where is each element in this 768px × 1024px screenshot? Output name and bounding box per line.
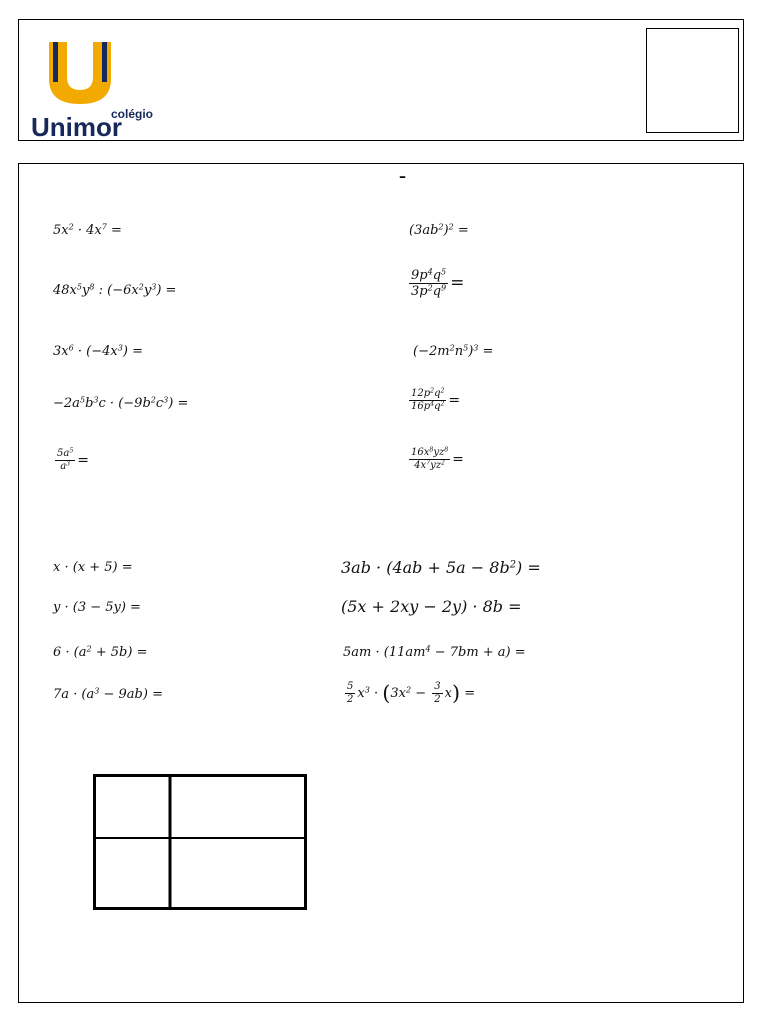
expr-5-right: $\frac{16x^8yz^8}{4x^7yz^2}$ = bbox=[411, 446, 464, 471]
expr-6-right: $3ab \cdot (4ab + 5a - 8b^2)$ = bbox=[341, 558, 541, 577]
fraction: $\frac{5}{2}$ bbox=[347, 681, 354, 705]
fraction: $\frac{16x^8yz^8}{4x^7yz^2}$ bbox=[411, 446, 449, 471]
expr-9-left: $7a \cdot (a^3 - 9ab)$ = bbox=[53, 686, 163, 702]
exercise-sheet bbox=[18, 163, 744, 1003]
expr-7-left: y · (3 − 5y) = bbox=[53, 600, 141, 615]
header-box bbox=[18, 19, 744, 141]
expr-4-left: $-2a^5b^3c \cdot (-9b^2c^3)$ = bbox=[53, 395, 189, 411]
fraction: $\frac{3}{2}$ bbox=[434, 681, 441, 705]
expr-3-left: $3x^6 \cdot (-4x^3)$ = bbox=[53, 343, 143, 359]
answer-grid bbox=[93, 774, 307, 910]
grid-outer bbox=[95, 776, 306, 909]
expr-2-right: $\frac{9p^4q^5}{3p^2q^9}$ = bbox=[411, 267, 465, 299]
expr-5-left: $\frac{5a^5}{a^3}$ = bbox=[57, 447, 90, 472]
expr-1-right: $(3ab^2)^2$ = bbox=[409, 222, 469, 238]
logo-brand-text: Unimor bbox=[31, 112, 122, 137]
expr-7-right: (5x + 2xy − 2y) · 8b = bbox=[341, 597, 522, 616]
expr-8-left: $6 \cdot (a^2 + 5b)$ = bbox=[53, 644, 148, 660]
expr-6-left: x · (x + 5) = bbox=[53, 560, 133, 575]
logo-stripe-left bbox=[53, 42, 58, 82]
photo-box bbox=[646, 28, 739, 133]
expr-2-left: $48x^5y^8$ : $(-6x^2y^3)$ = bbox=[53, 282, 177, 298]
logo-sub-text: colégio bbox=[111, 107, 154, 121]
expr-4-right: $\frac{12p^2q^2}{16p^4q^2}$ = bbox=[411, 387, 461, 412]
fraction: $\frac{12p^2q^2}{16p^4q^2}$ bbox=[411, 387, 445, 412]
expr-9-right: $\frac{5}{2}$ $x^3 \cdot (3x^2$ − $\frac{3}{2}$ x) = bbox=[347, 681, 476, 706]
logo-u-gold bbox=[49, 42, 111, 104]
expr-3-right: $(-2m^2n^5)^3$ = bbox=[413, 343, 494, 359]
fraction: $\frac{9p^4q^5}{3p^2q^9}$ bbox=[411, 267, 447, 299]
logo-stripe-right bbox=[102, 42, 107, 82]
title-dash: – bbox=[399, 169, 406, 185]
unimor-logo bbox=[29, 32, 154, 137]
fraction: $\frac{5a^5}{a^3}$ bbox=[57, 447, 74, 472]
expr-8-right: $5am \cdot (11am^4 - 7bm + a)$ = bbox=[343, 644, 526, 660]
expr-1-left: $5x^2 \cdot 4x^7$ = bbox=[53, 222, 122, 238]
